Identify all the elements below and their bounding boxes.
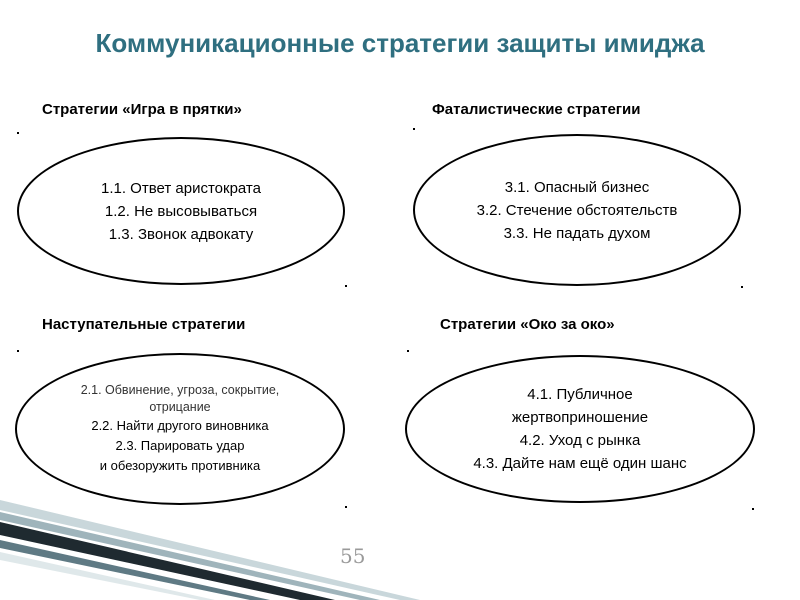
- slide-title: Коммуникационные стратегии защиты имиджа: [95, 28, 705, 58]
- dot-marker: [345, 506, 347, 508]
- item-2-3a: 2.3. Парировать удар: [115, 438, 245, 453]
- heading-hide-and-seek: Стратегии «Игра в прятки»: [42, 101, 242, 118]
- item-2-1a: 2.1. Обвинение, угроза, сокрытие,: [80, 383, 280, 397]
- item-2-2: 2.2. Найти другого виновника: [91, 418, 269, 433]
- item-3-1: 3.1. Опасный бизнес: [504, 178, 650, 196]
- dot-marker: [345, 285, 347, 287]
- item-4-3: 4.3. Дайте нам ещё один шанс: [473, 455, 687, 472]
- item-2-1b: отрицание: [149, 400, 211, 414]
- dot-marker: [17, 132, 19, 134]
- heading-fatalistic: Фаталистические стратегии: [432, 101, 641, 118]
- dot-marker: [407, 350, 409, 352]
- item-3-2: 3.2. Стечение обстоятельств: [476, 201, 678, 219]
- item-1-3: 1.3. Звонок адвокату: [108, 225, 254, 243]
- item-4-1a: 4.1. Публичное: [527, 386, 633, 403]
- page-number: 55: [340, 544, 366, 568]
- ellipse-hide-and-seek: [17, 137, 345, 285]
- heading-eye-for-eye: Стратегии «Око за око»: [440, 316, 615, 333]
- dot-marker: [413, 128, 415, 130]
- item-2-3b: и обезоружить противника: [99, 458, 261, 473]
- item-4-1b: жертвоприношение: [511, 409, 649, 426]
- heading-offensive: Наступательные стратегии: [42, 316, 246, 333]
- ellipse-fatalistic: [413, 134, 741, 286]
- item-1-2: 1.2. Не высовываться: [104, 202, 258, 220]
- item-4-2: 4.2. Уход с рынка: [519, 432, 641, 449]
- item-3-3: 3.3. Не падать духом: [503, 224, 651, 242]
- item-1-1: 1.1. Ответ аристократа: [101, 179, 261, 197]
- dot-marker: [752, 508, 754, 510]
- dot-marker: [17, 350, 19, 352]
- ellipse-eye-for-eye: [405, 355, 755, 503]
- dot-marker: [741, 286, 743, 288]
- ellipse-offensive: [15, 353, 345, 505]
